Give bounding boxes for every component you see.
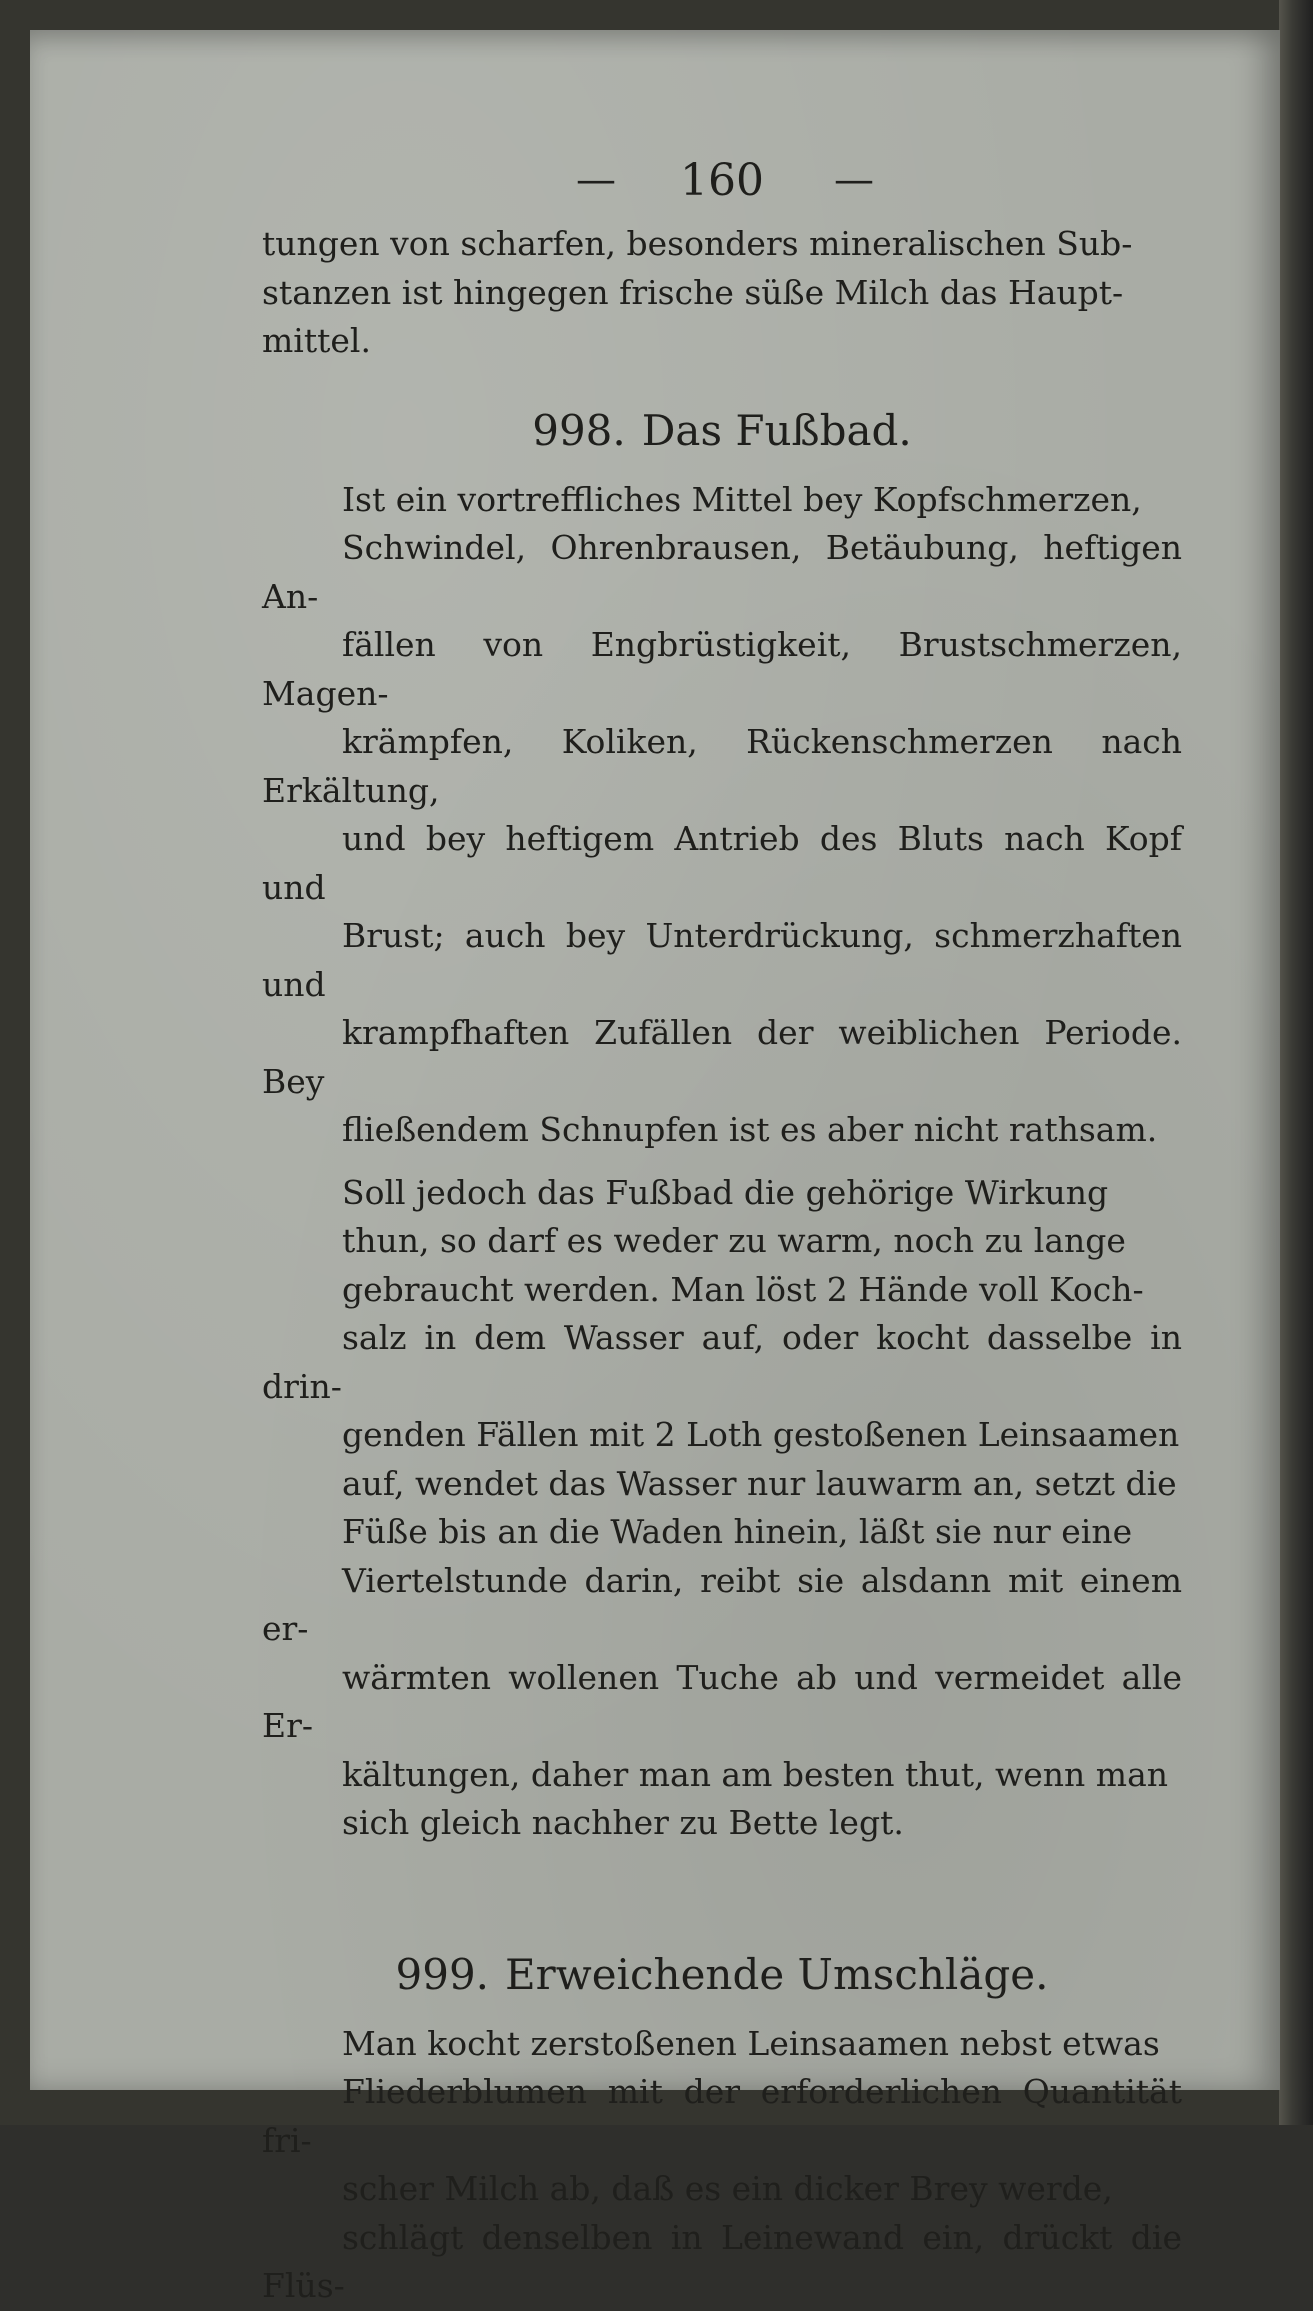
text-line: Fliederblumen mit der erforderlichen Quantität fri- (262, 2072, 1182, 2160)
text-line: tungen von scharfen, besonders mineralischen Sub- (262, 224, 1133, 263)
text-line: kältungen, daher man am besten thut, wenn man (342, 1754, 1169, 1794)
text-line: Soll jedoch das Fußbad die gehörige Wirkung (342, 1172, 1109, 1212)
text-line: Brust; auch bey Unterdrückung, schmerzhaften und (262, 916, 1182, 1004)
section-number: 998. (532, 405, 626, 455)
section-number: 999. (395, 1949, 490, 1999)
header-dash-left: — (576, 157, 610, 203)
text-line: scher Milch ab, daß es ein dicker Brey werde, (342, 2169, 1113, 2208)
text-line: salz in dem Wasser auf, oder kocht dasselbe in drin- (262, 1318, 1182, 1406)
text-line: Viertelstunde darin, reibt sie alsdann mit einem er- (262, 1560, 1182, 1648)
text-line: krampfhaften Zufällen der weiblichen Periode. Bey (262, 1013, 1182, 1101)
section-title: Das Fußbad. (641, 405, 912, 455)
text-line: sich gleich nachher zu Bette legt. (342, 1803, 904, 1842)
section-999-paragraph-1 (262, 2020, 1182, 2311)
section-heading-999 (262, 1930, 1182, 2020)
text-line: fällen von Engbrüstigkeit, Brustschmerzen, Magen- (262, 625, 1182, 713)
book-edge (1279, 0, 1313, 2125)
paragraph-gap (262, 1155, 1182, 1169)
text-line: Schwindel, Ohrenbrausen, Betäubung, heftigen An- (262, 528, 1182, 616)
section-998-paragraph-1 (262, 476, 1182, 1155)
text-line: wärmten wollenen Tuche ab und vermeidet alle Er- (262, 1657, 1182, 1745)
text-line: Füße bis an die Waden hinein, läßt sie nur eine (342, 1512, 1133, 1551)
text-line: und bey heftigem Antrieb des Bluts nach Kopf und (262, 819, 1182, 907)
text-line: genden Fällen mit 2 Loth gestoßenen Leinsaamen (342, 1415, 1180, 1454)
text-line: schlägt denselben in Leinewand ein, drückt die Flüs- (262, 2217, 1182, 2305)
text-line: Ist ein vortreffliches Mittel bey Kopfschmerzen, (342, 479, 1142, 519)
section-heading-998 (262, 386, 1182, 476)
text-line: auf, wendet das Wasser nur lauwarm an, setzt die (342, 1463, 1177, 1503)
header-dash-right: — (833, 157, 868, 203)
page-text (262, 150, 1182, 2311)
section-title: Erweichende Umschläge. (505, 1949, 1049, 1999)
section-gap (262, 1848, 1182, 1910)
page-number: 160 (680, 154, 764, 206)
text-line: thun, so darf es weder zu warm, noch zu lange (342, 1221, 1126, 1260)
text-line: mittel. (262, 321, 371, 360)
text-line: fließendem Schnupfen ist es aber nicht rathsam. (342, 1110, 1158, 1149)
text-line: krämpfen, Koliken, Rückenschmerzen nach Erkältung, (262, 722, 1182, 810)
text-line: gebraucht werden. Man löst 2 Hände voll Koch- (342, 1269, 1144, 1309)
text-line: stanzen ist hingegen frische süße Milch das Haupt- (262, 272, 1124, 312)
intro-paragraph (262, 220, 1182, 366)
page-header (262, 150, 1182, 210)
text-line: Man kocht zerstoßenen Leinsaamen nebst etwas (342, 2023, 1160, 2063)
section-998-paragraph-2 (262, 1169, 1182, 1848)
